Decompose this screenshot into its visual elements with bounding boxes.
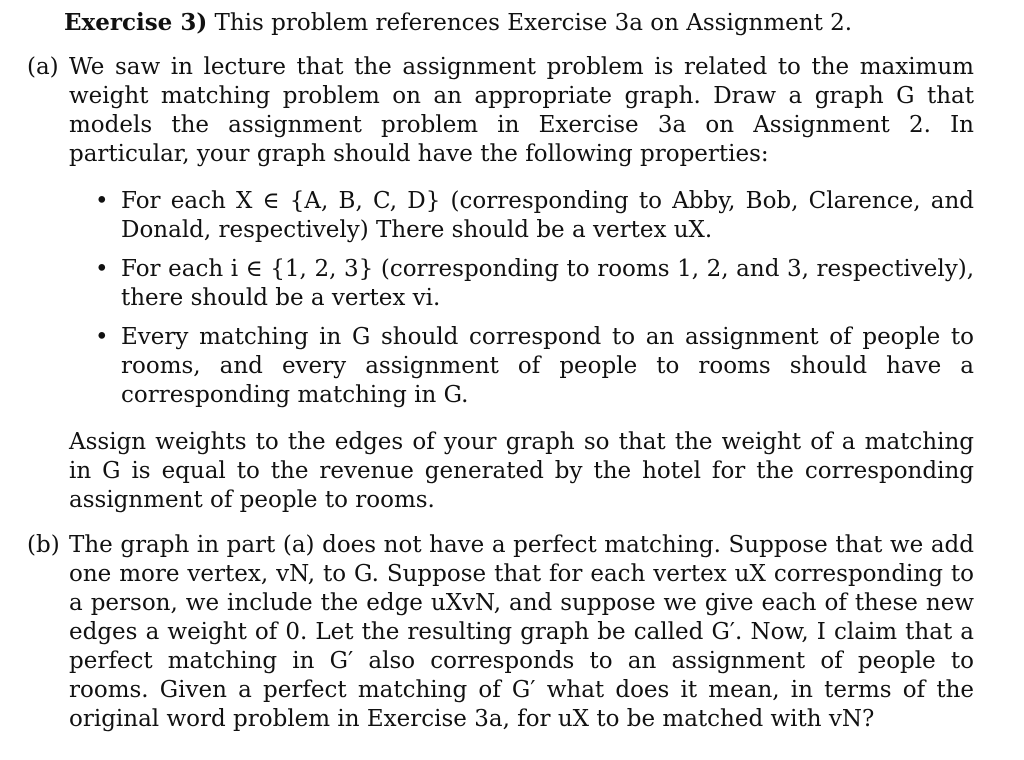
part-a-label: (a) xyxy=(27,54,59,80)
exercise-label: Exercise 3) xyxy=(64,9,208,36)
part-a-bullet-list xyxy=(69,187,974,410)
part-b xyxy=(27,531,974,734)
exercise-heading xyxy=(64,8,974,38)
bullet-text-3: Every matching in G should correspond to an assignment of people to rooms, and every assignment of people to rooms should have a corresponding matching in G. xyxy=(121,324,974,408)
bullet-text-2: For each i ∈ {1, 2, 3} (corresponding to rooms 1, 2, and 3, respectively), there should be a vertex vi. xyxy=(121,256,974,311)
bullet-icon: • xyxy=(95,324,109,350)
part-b-label: (b) xyxy=(27,532,60,558)
list-item xyxy=(69,255,974,313)
list-item xyxy=(69,323,974,410)
exercise-intro: This problem references Exercise 3a on Assignment 2. xyxy=(214,10,853,36)
part-a xyxy=(27,53,974,515)
bullet-icon: • xyxy=(95,188,109,214)
part-b-paragraph: The graph in part (a) does not have a perfect matching. Suppose that we add one more vertex, vN, to G. Suppose that for each vertex uX corresponding to a person, we include the edge uXvN, and suppose we give each of these new edges a weight of 0. Let the resulting graph be called G′. Now, I claim that a perfect matching in G′ also corresponds to an assignment of people to rooms. Given a perfect matching of G′ what does it mean, in terms of the original word problem in Exercise 3a, for uX to be matched with vN? xyxy=(69,532,974,732)
part-a-body xyxy=(69,53,974,515)
list-item xyxy=(69,187,974,245)
part-a-paragraph: We saw in lecture that the assignment problem is related to the maximum weight matching problem on an appropriate graph. Draw a graph G that models the assignment problem in Exercise 3a on Assignment 2. In particular, your graph should have the following properties: xyxy=(69,54,974,167)
part-a-closing: Assign weights to the edges of your graph so that the weight of a matching in G is equal to the revenue generated by the hotel for the corresponding assignment of people to rooms. xyxy=(69,429,974,513)
bullet-icon: • xyxy=(95,256,109,282)
document-page xyxy=(27,8,974,750)
part-b-body xyxy=(69,531,974,734)
bullet-text-1: For each X ∈ {A, B, C, D} (corresponding to Abby, Bob, Clarence, and Donald, respectively) There should be a vertex uX. xyxy=(121,188,974,243)
